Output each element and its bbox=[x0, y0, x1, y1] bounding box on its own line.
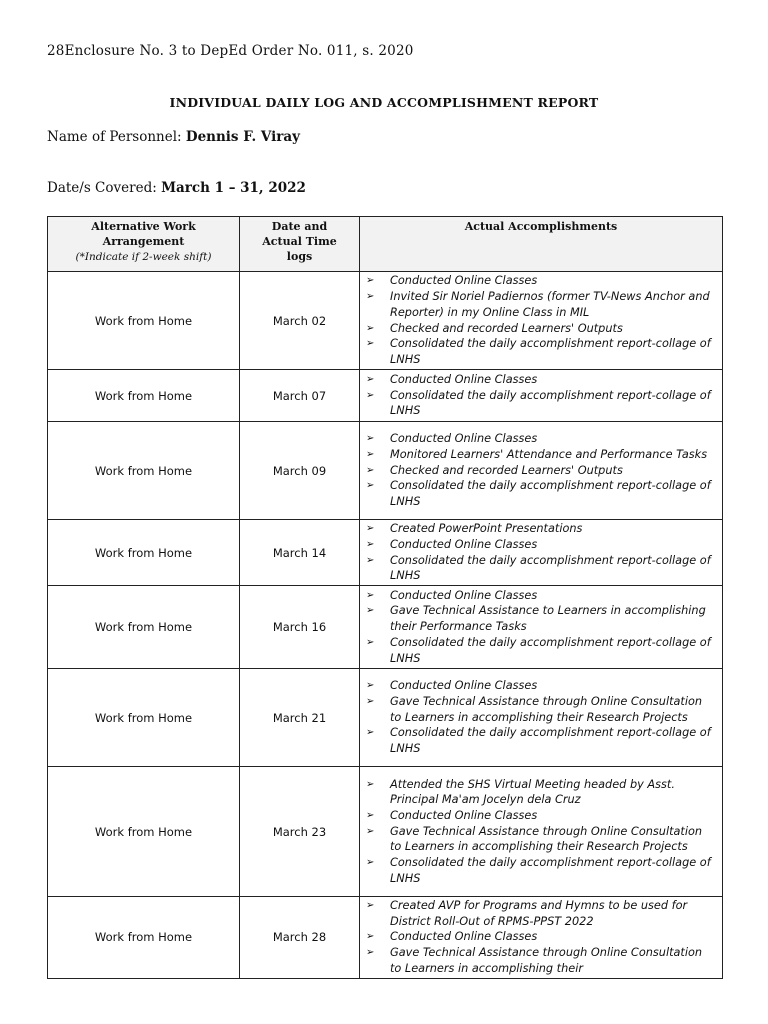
arrangement-cell: Work from Home bbox=[48, 897, 240, 979]
accomplishment-item bbox=[366, 678, 716, 694]
arrow-bullet-icon: ➢ bbox=[366, 589, 375, 601]
personnel-name-value: Dennis F. Viray bbox=[185, 129, 300, 145]
arrangement-cell: Work from Home bbox=[48, 669, 240, 767]
arrow-bullet-icon: ➢ bbox=[366, 605, 375, 617]
accomplishment-item bbox=[366, 725, 716, 756]
arrangement-cell: Work from Home bbox=[48, 272, 240, 370]
accomplishment-item bbox=[366, 929, 716, 945]
arrow-bullet-icon: ➢ bbox=[366, 727, 375, 739]
table-row bbox=[48, 370, 723, 422]
accomplishment-text: Checked and recorded Learners' Outputs bbox=[390, 463, 623, 477]
header-arrangement-note: (*Indicate if 2-week shift) bbox=[75, 251, 212, 263]
table-header-row bbox=[48, 217, 723, 272]
arrow-bullet-icon: ➢ bbox=[366, 947, 375, 959]
date-cell: March 14 bbox=[240, 520, 360, 586]
accomplishment-text: Conducted Online Classes bbox=[390, 808, 538, 822]
accomplishment-text: Conducted Online Classes bbox=[390, 274, 538, 288]
accomplishment-text: Consolidated the daily accomplishment report-collage of LNHS bbox=[390, 726, 711, 756]
arrow-bullet-icon: ➢ bbox=[366, 389, 375, 401]
date-cell: March 21 bbox=[240, 669, 360, 767]
enclosure-reference: 28Enclosure No. 3 to DepEd Order No. 011, s. 2020 bbox=[47, 43, 414, 59]
date-cell: March 16 bbox=[240, 586, 360, 669]
accomplishment-text: Conducted Online Classes bbox=[390, 679, 538, 693]
accomplishments-cell bbox=[360, 370, 723, 422]
accomplishment-item bbox=[366, 372, 716, 388]
arrow-bullet-icon: ➢ bbox=[366, 931, 375, 943]
date-covered-label: Date/s Covered: bbox=[47, 180, 157, 196]
accomplishment-item bbox=[366, 588, 716, 604]
table-row bbox=[48, 767, 723, 897]
accomplishment-text: Conducted Online Classes bbox=[390, 372, 538, 386]
header-date bbox=[240, 217, 360, 272]
accomplishment-text: Consolidated the daily accomplishment report-collage of LNHS bbox=[390, 856, 711, 885]
accomplishment-text: Consolidated the daily accomplishment report-collage of LNHS bbox=[390, 337, 711, 366]
table-row bbox=[48, 272, 723, 370]
accomplishment-item bbox=[366, 431, 716, 447]
accomplishment-item bbox=[366, 945, 716, 976]
arrow-bullet-icon: ➢ bbox=[366, 433, 375, 445]
accomplishment-text: Conducted Online Classes bbox=[390, 588, 538, 602]
arrow-bullet-icon: ➢ bbox=[366, 538, 375, 550]
accomplishment-item bbox=[366, 537, 716, 553]
arrow-bullet-icon: ➢ bbox=[366, 322, 375, 334]
arrow-bullet-icon: ➢ bbox=[366, 554, 375, 566]
accomplishment-text: Consolidated the daily accomplishment report-collage of LNHS bbox=[390, 479, 711, 509]
daily-log-table bbox=[47, 216, 723, 979]
accomplishment-text: Conducted Online Classes bbox=[390, 432, 538, 446]
date-covered-line bbox=[47, 180, 306, 196]
header-date-line1: Date and bbox=[271, 220, 328, 233]
date-cell: March 07 bbox=[240, 370, 360, 422]
date-cell: March 23 bbox=[240, 767, 360, 897]
arrow-bullet-icon: ➢ bbox=[366, 900, 375, 911]
accomplishment-item bbox=[366, 635, 716, 666]
accomplishment-list bbox=[366, 678, 716, 757]
arrow-bullet-icon: ➢ bbox=[366, 464, 375, 476]
accomplishment-item bbox=[366, 336, 716, 367]
arrow-bullet-icon: ➢ bbox=[366, 680, 375, 692]
arrow-bullet-icon: ➢ bbox=[366, 338, 375, 350]
accomplishment-text: Gave Technical Assistance through Online Consultation to Learners in accomplishing their Research Projects bbox=[390, 694, 703, 724]
accomplishments-cell bbox=[360, 520, 723, 586]
header-arrangement bbox=[48, 217, 240, 272]
arrow-bullet-icon: ➢ bbox=[366, 778, 375, 790]
accomplishment-item bbox=[366, 694, 716, 725]
date-cell: March 09 bbox=[240, 422, 360, 520]
accomplishment-text: Conducted Online Classes bbox=[390, 537, 538, 551]
arrow-bullet-icon: ➢ bbox=[366, 291, 375, 303]
date-covered-value: March 1 – 31, 2022 bbox=[161, 180, 306, 196]
header-arrangement-line2: Arrangement bbox=[102, 235, 185, 248]
accomplishment-item bbox=[366, 898, 716, 929]
personnel-name-line bbox=[47, 129, 300, 145]
accomplishment-list bbox=[366, 372, 716, 419]
table-row bbox=[48, 897, 723, 979]
document-title: INDIVIDUAL DAILY LOG AND ACCOMPLISHMENT REPORT bbox=[169, 95, 599, 110]
arrow-bullet-icon: ➢ bbox=[366, 523, 375, 535]
accomplishments-cell bbox=[360, 897, 723, 979]
accomplishment-text: Monitored Learners' Attendance and Performance Tasks bbox=[390, 447, 708, 461]
arrangement-cell: Work from Home bbox=[48, 520, 240, 586]
accomplishment-list bbox=[366, 431, 716, 510]
table-row bbox=[48, 422, 723, 520]
header-date-line3: logs bbox=[286, 250, 313, 263]
accomplishment-item bbox=[366, 777, 716, 808]
accomplishment-text: Invited Sir Noriel Padiernos (former TV-News Anchor and Reporter) in my Online Class in MIL bbox=[390, 290, 710, 319]
accomplishment-item bbox=[366, 321, 716, 337]
arrow-bullet-icon: ➢ bbox=[366, 636, 375, 648]
accomplishment-item bbox=[366, 478, 716, 509]
arrow-bullet-icon: ➢ bbox=[366, 825, 375, 837]
accomplishment-list bbox=[366, 588, 716, 667]
accomplishment-text: Gave Technical Assistance through Online Consultation to Learners in accomplishing their bbox=[390, 946, 703, 975]
table-row bbox=[48, 586, 723, 669]
accomplishment-item bbox=[366, 808, 716, 824]
accomplishments-cell bbox=[360, 586, 723, 669]
accomplishment-text: Checked and recorded Learners' Outputs bbox=[390, 321, 623, 335]
accomplishment-text: Consolidated the daily accomplishment report-collage of LNHS bbox=[390, 388, 711, 418]
accomplishment-item bbox=[366, 463, 716, 479]
header-accomplishments-label: Actual Accomplishments bbox=[464, 220, 618, 233]
accomplishment-text: Consolidated the daily accomplishment report-collage of LNHS bbox=[390, 553, 711, 583]
accomplishment-list bbox=[366, 273, 716, 367]
header-arrangement-line1: Alternative Work bbox=[91, 220, 196, 233]
accomplishments-cell bbox=[360, 767, 723, 897]
accomplishment-text: Created AVP for Programs and Hymns to be used for District Roll-Out of RPMS-PPST 2022 bbox=[390, 899, 688, 928]
accomplishment-item bbox=[366, 388, 716, 419]
accomplishment-list bbox=[366, 777, 716, 887]
arrow-bullet-icon: ➢ bbox=[366, 448, 375, 460]
arrangement-cell: Work from Home bbox=[48, 370, 240, 422]
arrow-bullet-icon: ➢ bbox=[366, 857, 375, 869]
arrangement-cell: Work from Home bbox=[48, 422, 240, 520]
arrangement-cell: Work from Home bbox=[48, 767, 240, 897]
accomplishment-item bbox=[366, 855, 716, 886]
accomplishment-text: Gave Technical Assistance to Learners in accomplishing their Performance Tasks bbox=[390, 604, 706, 634]
accomplishments-cell bbox=[360, 669, 723, 767]
accomplishment-item bbox=[366, 447, 716, 463]
personnel-name-label: Name of Personnel: bbox=[47, 129, 182, 145]
arrow-bullet-icon: ➢ bbox=[366, 275, 375, 287]
date-cell: March 02 bbox=[240, 272, 360, 370]
accomplishment-list bbox=[366, 521, 716, 584]
table-row bbox=[48, 669, 723, 767]
accomplishments-cell bbox=[360, 422, 723, 520]
accomplishment-text: Conducted Online Classes bbox=[390, 930, 538, 944]
accomplishment-text: Attended the SHS Virtual Meeting headed by Asst. Principal Ma'am Jocelyn dela Cruz bbox=[390, 777, 675, 807]
accomplishment-item bbox=[366, 553, 716, 584]
header-date-line2: Actual Time bbox=[262, 235, 337, 248]
accomplishment-item bbox=[366, 521, 716, 537]
accomplishment-item bbox=[366, 289, 716, 320]
accomplishment-item bbox=[366, 824, 716, 855]
arrow-bullet-icon: ➢ bbox=[366, 695, 375, 707]
arrow-bullet-icon: ➢ bbox=[366, 480, 375, 492]
accomplishment-text: Consolidated the daily accomplishment report-collage of LNHS bbox=[390, 635, 711, 665]
accomplishment-list bbox=[366, 898, 716, 977]
arrangement-cell: Work from Home bbox=[48, 586, 240, 669]
accomplishment-item bbox=[366, 273, 716, 289]
accomplishment-text: Created PowerPoint Presentations bbox=[390, 522, 583, 536]
accomplishments-cell bbox=[360, 272, 723, 370]
accomplishment-item bbox=[366, 603, 716, 634]
table-row bbox=[48, 520, 723, 586]
accomplishment-text: Gave Technical Assistance through Online Consultation to Learners in accomplishing their Research Projects bbox=[390, 824, 703, 854]
date-cell: March 28 bbox=[240, 897, 360, 979]
arrow-bullet-icon: ➢ bbox=[366, 373, 375, 385]
header-accomplishments bbox=[360, 217, 723, 272]
arrow-bullet-icon: ➢ bbox=[366, 809, 375, 821]
